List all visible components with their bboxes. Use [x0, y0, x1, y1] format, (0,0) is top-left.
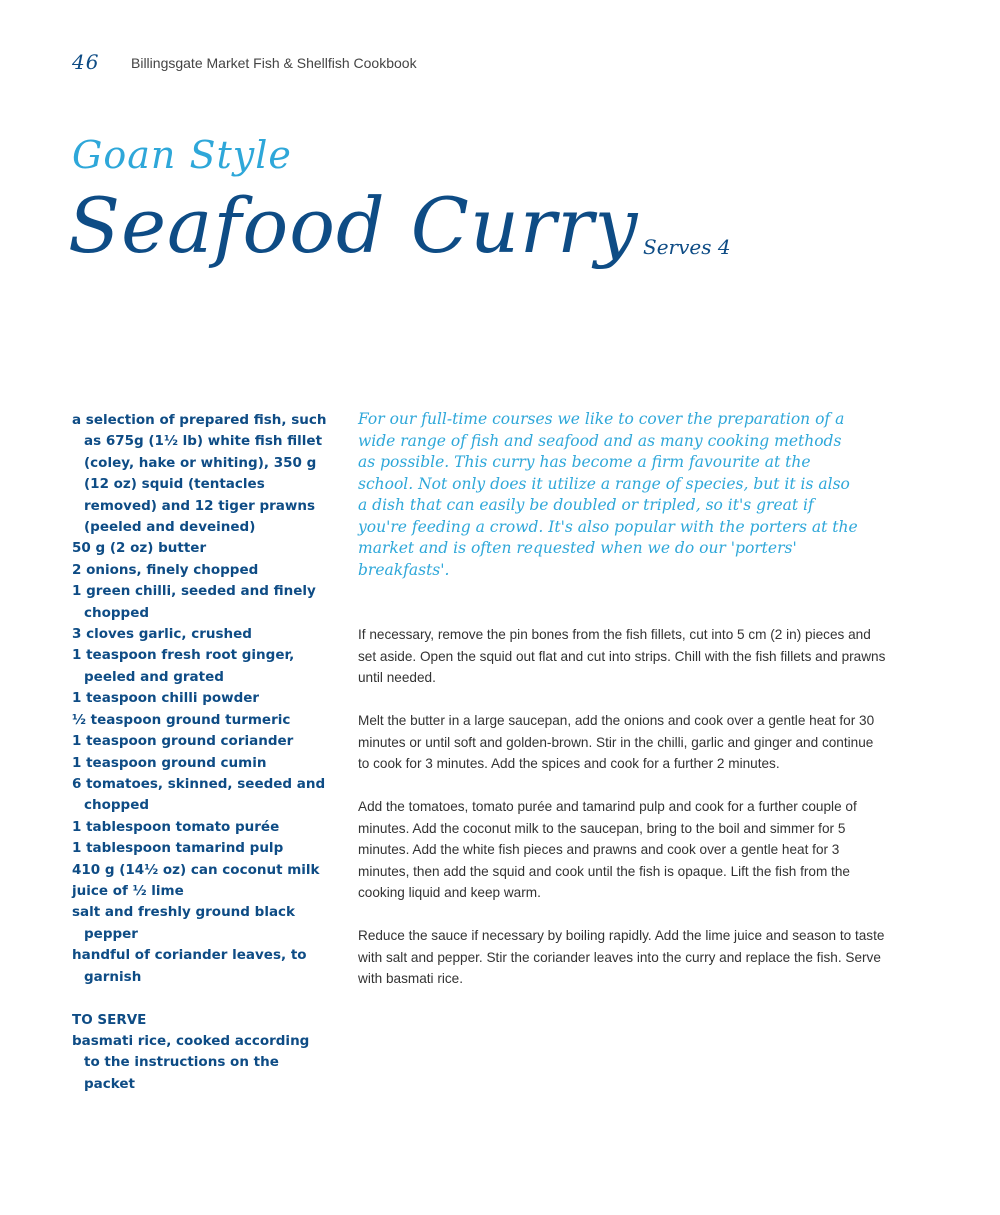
ingredient-item: 1 teaspoon chilli powder — [72, 690, 260, 707]
ingredient-item: ½ teaspoon ground turmeric — [72, 711, 291, 728]
ingredient-item: 1 teaspoon ground cumin — [72, 754, 267, 771]
ingredient-item: 410 g (14½ oz) can coconut milk — [72, 861, 320, 878]
to-serve-list — [72, 1031, 312, 1095]
ingredient-item: 6 tomatoes, skinned, seeded and chopped — [72, 775, 326, 814]
page-number: 46 — [72, 50, 100, 74]
ingredient-item: 2 onions, finely chopped — [72, 561, 259, 578]
method-section — [358, 624, 888, 1011]
ingredient-item: handful of coriander leaves, to garnish — [72, 947, 307, 985]
recipe-subtitle: Goan Style — [72, 133, 292, 177]
ingredient-item: salt and freshly ground black pepper — [72, 904, 296, 942]
serves-label: Serves 4 — [643, 235, 731, 259]
ingredient-item: 1 teaspoon fresh root ginger, peeled and grated — [72, 647, 295, 685]
ingredient-item: 3 cloves garlic, crushed — [72, 626, 252, 643]
ingredient-item: 1 tablespoon tomato purée — [72, 818, 280, 835]
ingredient-item: 50 g (2 oz) butter — [72, 540, 207, 557]
method-step: Melt the butter in a large saucepan, add the onions and cook over a gentle heat for 30 minutes or until soft and golden-brown. Stir in the chilli, garlic and ginger and continue to cook for 3 minutes. Add the spices and cook for a further 2 minutes. — [358, 713, 875, 771]
recipe-title: Seafood Curry — [68, 181, 639, 270]
ingredient-item: juice of ½ lime — [72, 882, 184, 899]
to-serve-item: basmati rice, cooked according to the instructions on the packet — [72, 1033, 310, 1092]
ingredient-item: 1 tablespoon tamarind pulp — [72, 840, 284, 857]
ingredient-item: 1 teaspoon ground coriander — [72, 733, 294, 750]
ingredient-item: a selection of prepared fish, such as 675g (1½ lb) white fish fillet (coley, hake or whiting), 350 g (12 oz) squid (tentacles removed) and 12 tiger prawns (peeled and deveined) — [72, 412, 327, 536]
ingredient-item: 1 green chilli, seeded and finely chopped — [72, 583, 316, 621]
method-step: Add the tomatoes, tomato purée and tamarind pulp and cook for a further couple of minutes. Add the coconut milk to the saucepan, bring to the boil and simmer for 5 minutes. Add the white fish pieces and prawns and cook over a gentle heat for 3 minutes, then add the squid and cook until the fish is opaque. Lift the fish from the cooking liquid and keep warm. — [358, 799, 857, 900]
method-step: If necessary, remove the pin bones from the fish fillets, cut into 5 cm (2 in) pieces and set aside. Open the squid out flat and cut into strips. Chill with the fish fillets and prawns until needed. — [358, 627, 886, 685]
recipe-intro: For our full-time courses we like to cover the preparation of a wide range of fish and seafood and as many cooking methods as possible. This curry has become a firm favourite at the school. Not only does it utilize a range of species, but it is also a dish that can easily be doubled or tripled, so it's great if you're feeding a crowd. It's also popular with the porters at the market and is often requested when we do our 'porters' breakfasts'. — [358, 410, 858, 579]
book-title: Billingsgate Market Fish & Shellfish Cookbook — [131, 55, 417, 71]
to-serve-heading: TO SERVE — [72, 1012, 147, 1028]
method-step: Reduce the sauce if necessary by boiling rapidly. Add the lime juice and season to taste with salt and pepper. Stir the coriander leaves into the curry and replace the fish. Serve with basmati rice. — [358, 928, 885, 986]
ingredients-list — [72, 410, 337, 988]
